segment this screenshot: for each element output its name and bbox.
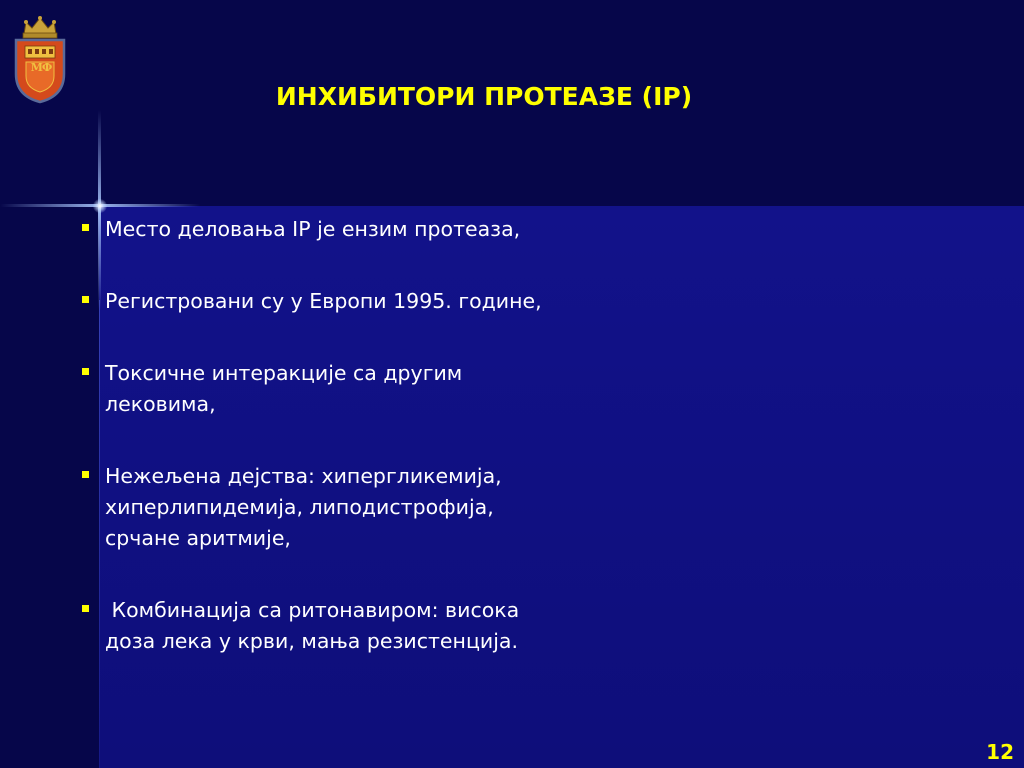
light-flare: [93, 199, 107, 213]
bullet-item: [80, 595, 575, 657]
bullet-square-icon: [82, 368, 89, 375]
bullet-text: Место деловања IP је ензим протеаза,: [105, 217, 521, 241]
bullet-text: Регистровани су у Европи 1995. године,: [105, 289, 542, 313]
bullet-list: [80, 214, 600, 657]
bullet-square-icon: [82, 296, 89, 303]
bullet-item: [80, 214, 600, 245]
bullet-square-icon: [82, 605, 89, 612]
bullet-item: [80, 358, 505, 420]
coat-of-arms-icon: [12, 12, 68, 104]
bullet-text: Токсичне интеракције са другим лековима,: [105, 361, 463, 416]
bullet-item: [80, 461, 555, 554]
bullet-square-icon: [82, 224, 89, 231]
bullet-text: Нежељена дејства: хипергликемија, хиперлипидемија, липодистрофија, срчане аритмије,: [105, 464, 502, 550]
bullet-square-icon: [82, 471, 89, 478]
slide-title: ИНХИБИТОРИ ПРОТЕАЗЕ (IP): [275, 82, 693, 111]
bullet-item: [80, 286, 600, 317]
logo-monogram: МФ: [30, 61, 52, 74]
page-number: 12: [986, 740, 1014, 764]
bullet-text: Комбинација са ритонавиром: висока доза лека у крви, мања резистенција.: [105, 598, 526, 653]
